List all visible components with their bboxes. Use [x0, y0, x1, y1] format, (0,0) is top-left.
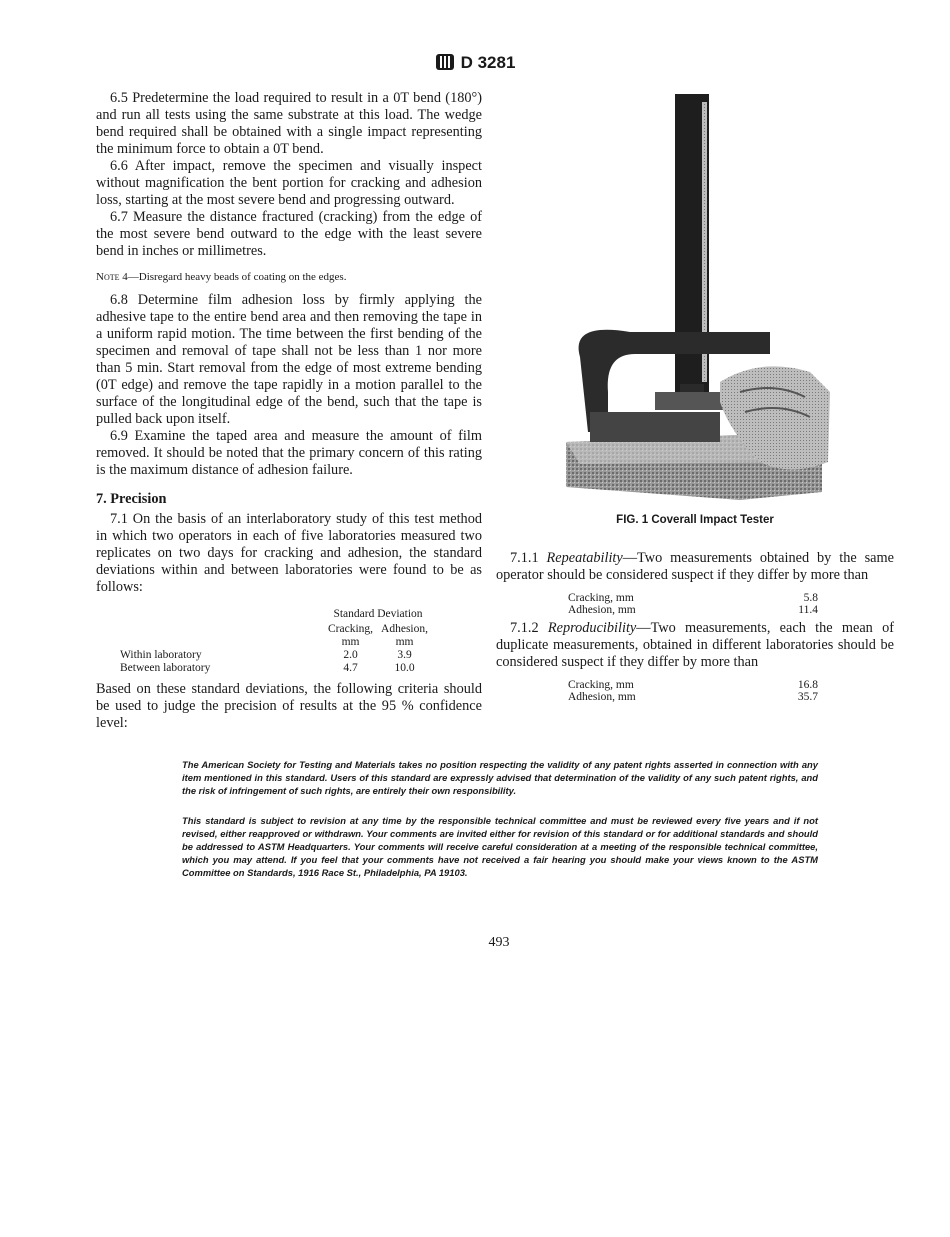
table-row: Adhesion, mm 35.7 [568, 691, 818, 703]
precision-table [116, 608, 432, 675]
table-row: Cracking, mm 16.8 [568, 679, 818, 691]
reproducibility-table [568, 679, 818, 703]
table-row: Cracking, mm 5.8 [568, 592, 818, 604]
right-column [496, 550, 894, 707]
table-row: Between laboratory 4.7 10.0 [120, 662, 415, 674]
paragraph-6-6: 6.6 After impact, remove the specimen and visually inspect without magnification the bent portion for cracking and adhesion loss, starting at the most severe bend and progressing outward. [96, 158, 482, 208]
repeatability-table [568, 592, 818, 616]
table-row: Adhesion, mm 11.4 [568, 604, 818, 616]
col-adhesion-unit: mm [395, 636, 414, 648]
table-row: Within laboratory 2.0 3.9 [120, 649, 412, 661]
col-adhesion-header: Adhesion, [381, 623, 428, 635]
col-cracking-unit: mm [341, 636, 360, 648]
section-7-heading: 7. Precision [96, 491, 167, 507]
paragraph-6-5: 6.5 Predetermine the load required to result in a 0T bend (180°) and run all tests using the same substrate at this load. The wedge bend required shall be obtained with a single impact representing the minimum force to obtain a 0T bend. [96, 90, 482, 157]
page-number: 493 [488, 935, 510, 950]
table-group-header: Standard Deviation [333, 608, 423, 620]
revision-notice: This standard is subject to revision at any time by the responsible technical committee and must be reviewed every five years and if not revised, either reapproved or withdrawn. Your comments are invited either for revision of this standard or for additional standards and should be addressed to ASTM Headquarters. Your comments will receive careful consideration at a meeting of the responsible technical committee, which you may attend. If you feel that your comments have not received a fair hearing you should make your views known to the ASTM Committee on Standards, 1916 Race St., Philadelphia, PA 19103. [182, 815, 818, 878]
paragraph-6-9: 6.9 Examine the taped area and measure the amount of film removed. It should be noted that the primary concern of this rating is the maximum distance of adhesion failure. [96, 428, 482, 478]
paragraph-7-1: 7.1 On the basis of an interlaboratory study of this test method in which two operators in each of five laboratories measured two replicates on two days for cracking and adhesion, the standard deviations within and between laboratories were found to be as follows: [96, 511, 482, 595]
astm-logo-icon [435, 52, 455, 77]
left-column [96, 90, 482, 732]
paragraph-6-8: 6.8 Determine film adhesion loss by firmly applying the adhesive tape to the entire bend area and then removing the tape in a uniform rapid motion. The time between the first bending of the specimen and removal of tape shall not be less than 1 nor more than 5 min. Start removal from the edge of most extreme bending (0T edge) and remove the tape rapidly in a motion parallel to the surface of the longitudinal edge of the bend, such that the tape is pulled back upon itself. [96, 292, 482, 427]
patent-notice: The American Society for Testing and Materials takes no position respecting the validity of any patent rights asserted in connection with any item mentioned in this standard. Users of this standard are expressly advised that determination of the validity of any such patent rights, and the risk of infringement of such rights, are entirely their own responsibility. [182, 759, 818, 796]
paragraph-6-7: 6.7 Measure the distance fractured (cracking) from the edge of the most severe bend outward to the edge with the least severe bend in inches or millimetres. [96, 209, 482, 259]
col-cracking-header: Cracking, [328, 623, 374, 635]
paragraph-7-1-1: 7.1.1 Repeatability—Two measurements obtained by the same operator should be considered suspect if they differ by more than [496, 550, 894, 583]
paragraph-criteria: Based on these standard deviations, the following criteria should be used to judge the precision of results at the 95 % confidence level: [96, 681, 482, 731]
coverall-impact-tester-photo [560, 92, 832, 502]
figure-caption: FIG. 1 Coverall Impact Tester [616, 514, 774, 526]
paragraph-7-1-2: 7.1.2 Reproducibility—Two measurements, each the mean of duplicate measurements, obtained in different laboratories should be considered suspect if they differ by more than [496, 620, 894, 670]
note-4: Note 4—Disregard heavy beads of coating on the edges. [96, 271, 347, 283]
page-header [0, 52, 950, 77]
standard-designation: D 3281 [460, 53, 516, 72]
